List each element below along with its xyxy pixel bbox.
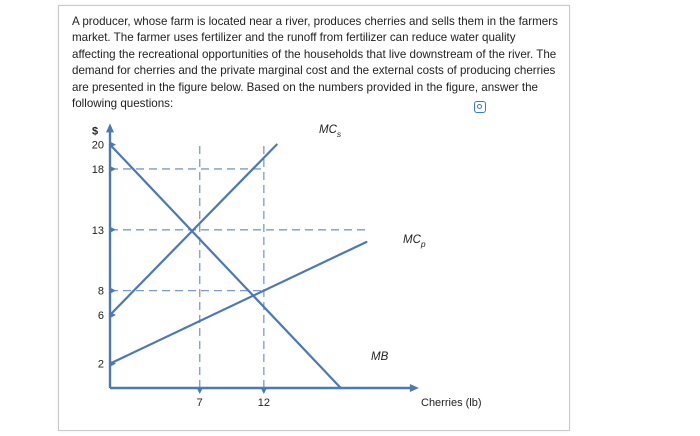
curve-label-mcs: $MC_s$	[319, 124, 342, 139]
y-tick-mark-18	[110, 166, 116, 172]
y-tick-label-2: 2	[97, 358, 104, 371]
y-tick-mark-8	[110, 288, 116, 294]
y-tick-label-20: 20	[91, 139, 104, 152]
y-tick-label-6: 6	[97, 309, 104, 322]
y-tick-label-8: 8	[97, 285, 104, 298]
y-axis-arrow	[106, 123, 114, 132]
mcp-line	[110, 242, 366, 364]
guide-lines	[110, 145, 366, 388]
y-tick-mark-13	[110, 227, 116, 233]
x-axis-label: Cherries (lb)	[421, 397, 482, 409]
question-text: A producer, whose farm is located near a river, produces cherries and sells them in the farmers market. The farmer uses fertilizer and the runoff from fertilizer can reduce water quality affecting the recreational opportunities of the households that live downstream of the river. The demand for cherries and the private marginal cost and the external costs of producing cherries are presented in the figure below. Based on the numbers provided in the figure, answer the following questions:	[72, 15, 558, 111]
mb-line	[110, 145, 341, 388]
y-tick-label-18: 18	[91, 163, 104, 176]
y-tick-label-13: 13	[91, 224, 104, 237]
y-axis-label: $	[92, 125, 99, 138]
series-lines	[110, 145, 366, 388]
x-axis-arrow	[410, 384, 419, 392]
curve-label-mb: MB	[371, 351, 389, 363]
x-tick-label-7: 7	[196, 397, 203, 409]
x-tick-label-12: 12	[257, 397, 270, 409]
curve-label-mcp: $MC_p$	[403, 234, 426, 249]
x-tick-mark-12	[261, 388, 267, 394]
x-tick-mark-7	[197, 388, 203, 394]
